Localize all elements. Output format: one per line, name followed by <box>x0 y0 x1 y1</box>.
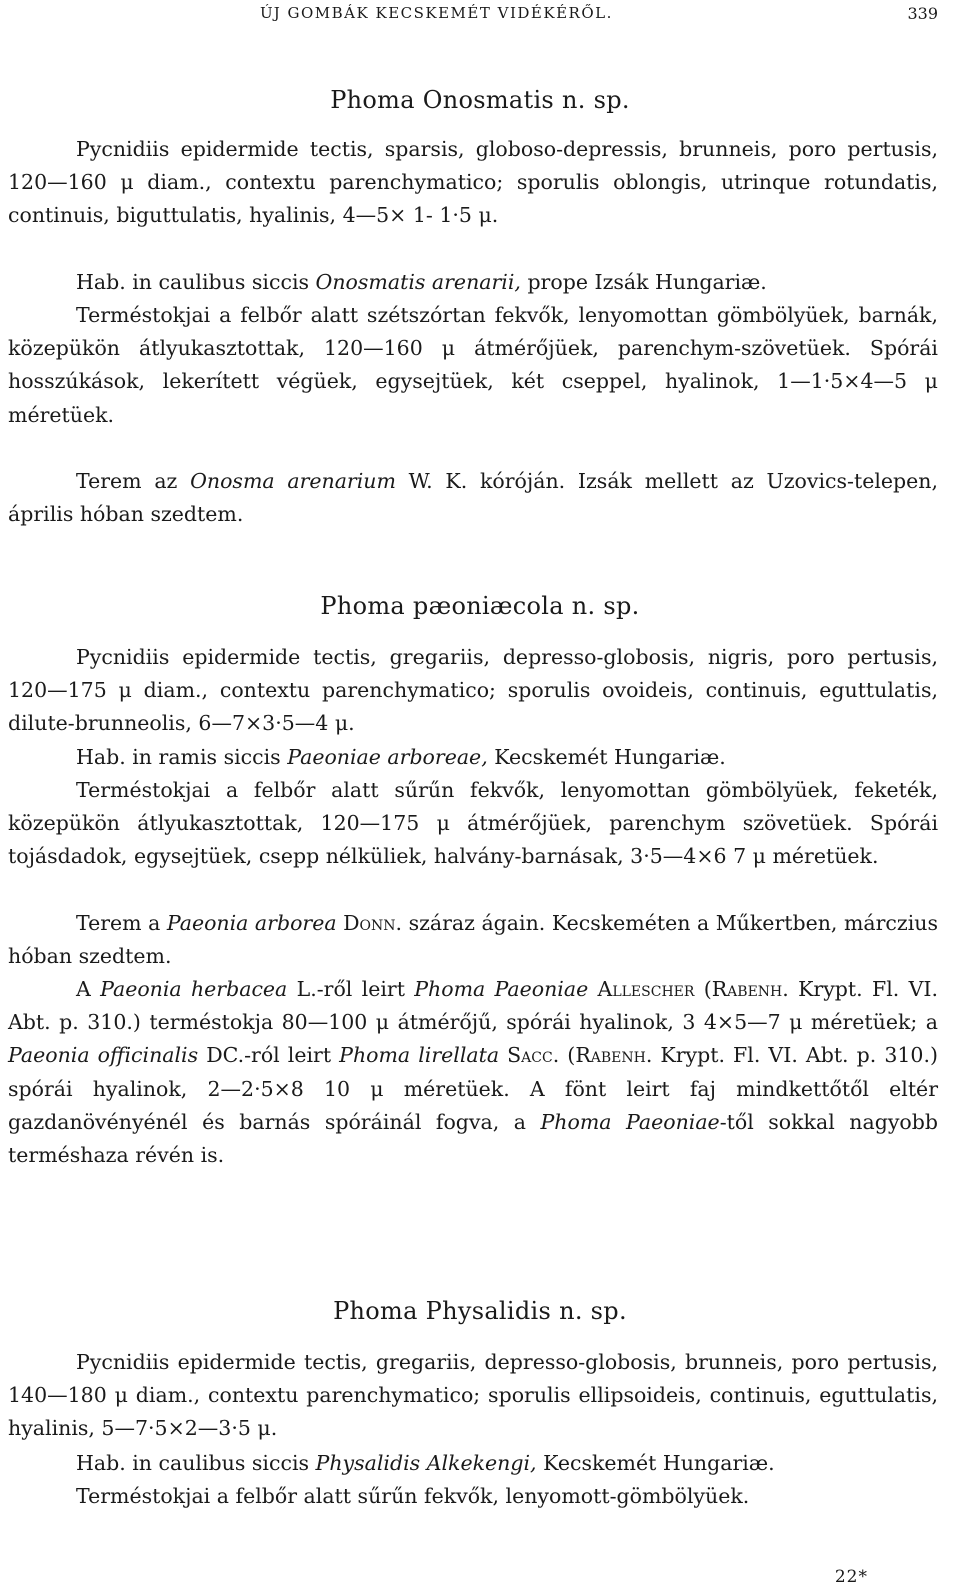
species-title-paeoniaecola: Phoma pæoniæcola n. sp. <box>320 592 640 620</box>
collection-note-text: Terem az <box>76 469 191 493</box>
hungarian-description-text: Terméstokjai a felbőr alatt szétszórtan fekvők, lenyomottan gömbölyüek, barnák, közepükön átlyukasztottak, 120—160 μ átmérőjüek, parenchym-szövetüek. Spórái hosszúkások, lekerített végüek, egysejtüek, két cseppel, hyalinok, 1—1·5×4—5 μ méretüek. <box>8 303 938 427</box>
author-name: Allescher <box>588 977 695 1001</box>
host-name: Paeonia arborea <box>166 911 337 935</box>
hungarian-description-text: Terméstokjai a felbőr alatt sűrűn fekvők, lenyomott-gömbölyüek. <box>76 1484 750 1508</box>
hungarian-description-physalidis <box>8 1480 938 1513</box>
host-name: Paeoniae arboreae, <box>287 745 488 769</box>
author-name: Sacc. <box>499 1043 560 1068</box>
latin-diagnosis-text: Pycnidiis epidermide tectis, sparsis, globoso-depressis, brunneis, poro pertusis, 120—160 μ diam., contextu parenchymatico; sporulis oblongis, utrinque rotundatis, continuis, biguttulatis, hyalinis, 4—5× 1- 1·5 μ. <box>8 137 938 228</box>
hungarian-description-paeoniaecola <box>8 774 938 874</box>
running-head-title: ÚJ GOMBÁK KECSKEMÉT VIDÉKÉRŐL. <box>260 4 613 22</box>
host-name: Physalidis Alkekengi, <box>315 1451 537 1475</box>
habitat-physalidis <box>8 1447 938 1480</box>
latin-diagnosis-physalidis <box>8 1346 938 1446</box>
signature-mark: 22* <box>834 1567 868 1587</box>
latin-diagnosis-onosmatis <box>8 133 938 233</box>
comparison-note-paeoniaecola <box>8 973 938 1172</box>
species-name: Phoma Paeoniae <box>540 1109 720 1134</box>
species-name: Phoma lirellata <box>339 1043 500 1068</box>
hungarian-description-text: Terméstokjai a felbőr alatt sűrűn fekvők, lenyomottan gömbölyüek, feketék, közepükön átlyukasztottak, 120—175 μ átmérőjüek, parenchym szövetüek. Spórái tojásdadok, egysejtüek, csepp nélküliek, halvány-barnásak, 3·5—4×6 7 μ méretüek. <box>8 778 938 869</box>
author-name: Donn. <box>336 911 403 935</box>
species-title-physalidis: Phoma Physalidis n. sp. <box>333 1297 627 1325</box>
hungarian-description-onosmatis <box>8 299 938 432</box>
latin-diagnosis-text: Pycnidiis epidermide tectis, gregariis, depresso-globosis, brunneis, poro pertusis, 140—180 μ diam., contextu parenchymatico; sporulis ellipsoideis, continuis, eguttulatis, hyalinis, 5—7·5×2—3·5 μ. <box>8 1350 938 1441</box>
habitat-text: prope Izsák Hungariæ. <box>520 270 767 294</box>
habitat-paeoniaecola <box>8 741 938 774</box>
comparison-text: ( <box>694 977 712 1001</box>
collection-note-onosmatis <box>8 465 938 531</box>
collection-note-text: W. K. kóróján. Izsák mellett az Uzovics-telepen, április hóban szedtem. <box>8 469 938 527</box>
host-name: Onosmatis arenarii, <box>315 270 521 294</box>
page-number: 339 <box>907 4 938 23</box>
running-head <box>14 4 938 28</box>
latin-diagnosis-paeoniaecola <box>8 641 938 741</box>
collection-note-text: száraz ágain. Kecskeméten a Műkertben, márczius hóban szedtem. <box>8 911 938 969</box>
comparison-text: Krypt. Fl. VI. Abt. p. 310.) terméstokja 80—100 μ átmérőjű, spórái hyalinok, 3 4×5—7 μ méretüek; a <box>8 977 938 1035</box>
comparison-text: -től sokkal nagyobb terméshaza révén is. <box>8 1109 938 1168</box>
species-name: Phoma Paeoniae <box>414 977 589 1001</box>
habitat-text: Kecskemét Hungariæ. <box>536 1451 775 1475</box>
habitat-text: Hab. in caulibus siccis <box>76 1451 316 1475</box>
habitat-onosmatis <box>8 266 938 299</box>
comparison-text: A <box>76 977 101 1001</box>
host-name: Paeonia officinalis <box>8 1043 199 1068</box>
comparison-text: L.-ről leirt <box>287 977 415 1001</box>
comparison-text: ( <box>559 1043 576 1068</box>
habitat-text: Kecskemét Hungariæ. <box>487 745 726 769</box>
host-name: Onosma arenarium <box>190 469 396 493</box>
host-name: Paeonia herbacea <box>100 977 288 1001</box>
habitat-text: Hab. in ramis siccis <box>76 745 288 769</box>
latin-diagnosis-text: Pycnidiis epidermide tectis, gregariis, depresso-globosis, nigris, poro pertusis, 120—175 μ diam., contextu parenchymatico; sporulis ovoideis, continuis, eguttulatis, dilute-brunneolis, 6—7×3·5—4 μ. <box>8 645 938 736</box>
author-name: Rabenh. <box>575 1043 653 1068</box>
collection-note-text: Terem a <box>76 911 167 935</box>
species-title-onosmatis: Phoma Onosmatis n. sp. <box>330 86 630 114</box>
comparison-text: Krypt. Fl. VI. Abt. p. 310.) spórái hyalinok, 2—2·5×8 10 μ méretüek. A fönt leirt faj mindkettőtől eltér gazdanövényénél és barnás spóráinál fogva, a <box>8 1043 938 1134</box>
collection-note-paeoniaecola <box>8 907 938 973</box>
comparison-text: DC.-ról leirt <box>198 1043 340 1068</box>
author-name: Rabenh. <box>711 977 789 1001</box>
habitat-text: Hab. in caulibus siccis <box>76 270 316 294</box>
